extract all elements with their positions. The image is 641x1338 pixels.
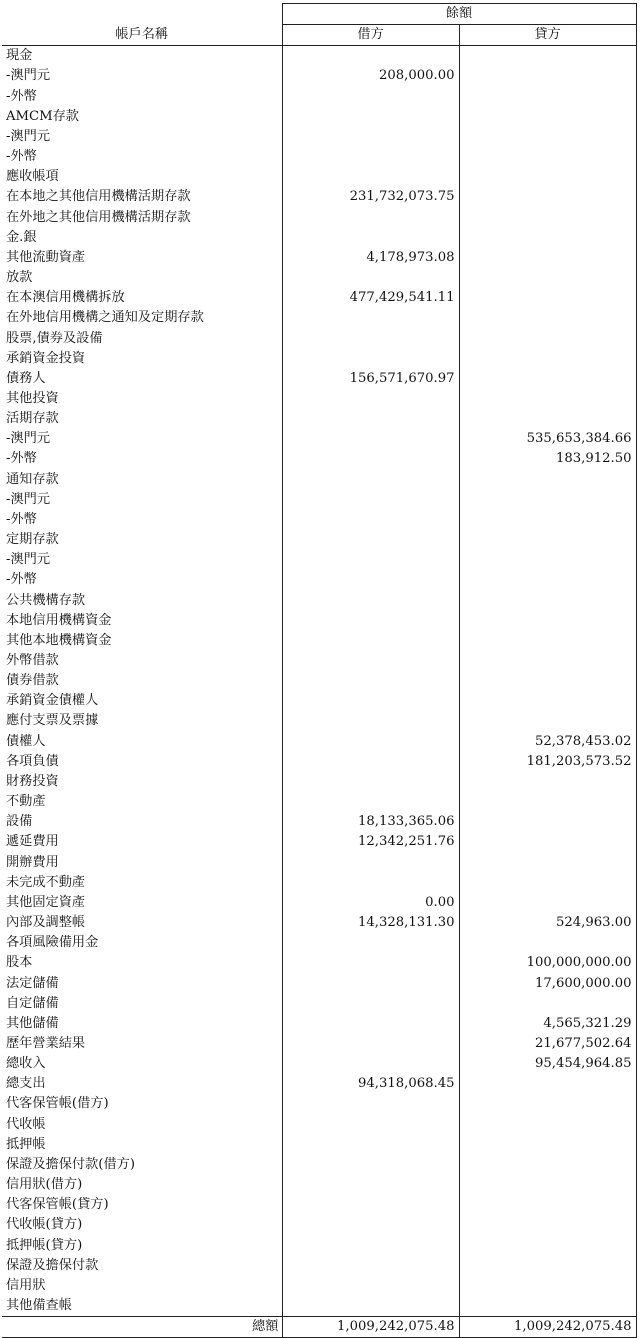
account-name-cell: 其他儲備 [6,1015,59,1031]
debit-cell [282,1215,459,1235]
table-row [2,1115,636,1135]
credit-cell: 181,203,573.52 [459,752,636,772]
table-row [2,1175,636,1195]
table-row [2,691,636,711]
account-name-cell: 在外地之其他信用機構活期存款 [6,209,191,225]
credit-cell [459,631,636,651]
account-name-cell: -澳門元 [6,68,51,84]
account-name-cell: 代客保管帳(借方) [6,1096,109,1112]
debit-cell [282,974,459,994]
table-row [2,752,636,772]
credit-cell: 95,454,964.85 [459,1054,636,1074]
credit-cell: 52,378,453.02 [459,732,636,752]
account-name-cell: 金.銀 [6,229,37,245]
credit-cell [459,268,636,288]
account-name-cell: 定期存款 [6,532,59,548]
debit-cell [282,46,459,67]
table-row [2,329,636,349]
credit-cell [459,933,636,953]
debit-cell [282,208,459,228]
credit-cell [459,1256,636,1276]
debit-cell: 14,328,131.30 [282,913,459,933]
credit-cell [459,1195,636,1215]
table-row [2,228,636,248]
credit-cell [459,873,636,893]
debit-cell [282,1296,459,1317]
debit-cell [282,1256,459,1276]
table-row [2,449,636,469]
debit-cell [282,349,459,369]
credit-cell: 183,912.50 [459,449,636,469]
account-name-cell: -澳門元 [6,431,51,447]
credit-cell [459,772,636,792]
account-name-cell: 活期存款 [6,411,59,427]
debit-cell [282,591,459,611]
table-row [2,1135,636,1155]
account-name-cell: 信用狀 [6,1277,46,1293]
debit-cell [282,651,459,671]
debit-cell [282,268,459,288]
account-name-cell: -澳門元 [6,491,51,507]
account-name-cell: 應收帳項 [6,169,59,185]
table-row [2,933,636,953]
account-name-cell: -外幣 [6,88,37,104]
credit-cell [459,893,636,913]
account-name-cell: -澳門元 [6,552,51,568]
account-name-cell: 保證及擔保付款(借方) [6,1156,135,1172]
credit-cell [459,691,636,711]
credit-cell [459,288,636,308]
debit-cell [282,1276,459,1296]
table-row [2,1094,636,1114]
table-row [2,1256,636,1276]
debit-cell [282,873,459,893]
debit-cell [282,853,459,873]
table-row [2,792,636,812]
debit-cell [282,570,459,590]
debit-cell [282,127,459,147]
credit-cell [459,812,636,832]
account-name-cell: 不動產 [6,794,46,810]
account-name-cell: 法定儲備 [6,975,59,991]
account-name-cell: 代收帳(貸方) [6,1217,83,1233]
account-name-cell: 抵押帳 [6,1136,46,1152]
credit-cell [459,711,636,731]
credit-cell [459,792,636,812]
debit-cell [282,530,459,550]
credit-cell [459,349,636,369]
credit-cell [459,1094,636,1114]
credit-cell [459,228,636,248]
debit-cell [282,1195,459,1215]
credit-cell [459,1175,636,1195]
table-row [2,994,636,1014]
account-name-cell: 其他固定資產 [6,894,86,910]
table-row [2,1296,636,1317]
account-name-cell: 代客保管帳(貸方) [6,1197,109,1213]
table-row [2,1215,636,1235]
table-row [2,147,636,167]
table-row [2,1074,636,1094]
debit-cell [282,490,459,510]
debit-cell: 18,133,365.06 [282,812,459,832]
total-debit: 1,009,242,075.48 [282,1317,459,1338]
table-row [2,369,636,389]
account-name-cell: 未完成不動產 [6,874,86,890]
debit-cell [282,752,459,772]
account-name-cell: 抵押帳(貸方) [6,1237,83,1253]
header-row-columns [2,25,636,46]
credit-cell [459,1155,636,1175]
credit-cell [459,187,636,207]
debit-cell [282,389,459,409]
balance-header: 餘額 [282,4,636,25]
credit-cell [459,208,636,228]
table-row [2,1236,636,1256]
credit-cell [459,671,636,691]
account-name-cell: 財務投資 [6,773,59,789]
table-row [2,1276,636,1296]
credit-cell [459,167,636,187]
debit-cell [282,611,459,631]
credit-cell [459,409,636,429]
table-row [2,248,636,268]
account-name-cell: 總收入 [6,1056,46,1072]
total-label: 總額 [2,1317,282,1338]
total-row [2,1317,636,1338]
account-name-cell: -澳門元 [6,128,51,144]
credit-cell [459,1074,636,1094]
credit-cell [459,248,636,268]
account-name-cell: 現金 [6,48,33,64]
debit-cell [282,228,459,248]
account-name-cell: 在外地信用機構之通知及定期存款 [6,310,204,326]
account-name-cell: 遞延費用 [6,834,59,850]
account-name-cell: 外幣借款 [6,653,59,668]
account-name-cell: 自定儲備 [6,995,59,1011]
debit-cell [282,1135,459,1155]
credit-cell [459,570,636,590]
account-name-cell: 歷年營業結果 [6,1035,86,1051]
debit-cell [282,449,459,469]
account-name-cell: -外幣 [6,451,37,467]
debit-cell [282,1175,459,1195]
table-row [2,893,636,913]
table-row [2,1034,636,1054]
debit-cell [282,732,459,752]
debit-cell [282,1014,459,1034]
credit-cell [459,994,636,1014]
debit-cell [282,953,459,973]
credit-cell [459,46,636,67]
account-name-cell: 本地信用機構資金 [6,612,112,628]
table-row [2,470,636,490]
debit-cell [282,1034,459,1054]
credit-cell [459,308,636,328]
account-name-cell: 信用狀(借方) [6,1177,83,1193]
debit-cell [282,792,459,812]
credit-cell [459,127,636,147]
account-name-cell: 應付支票及票據 [6,713,99,729]
table-row [2,974,636,994]
table-row [2,127,636,147]
account-name-cell: 其他流動資產 [6,249,86,265]
account-name-cell: 放款 [6,270,33,286]
table-row [2,832,636,852]
account-name-cell: 承銷資金債權人 [6,693,99,709]
credit-cell [459,66,636,86]
header-row-balance [2,4,636,25]
account-name-cell: 債務人 [6,370,46,386]
debit-cell [282,1115,459,1135]
credit-cell [459,530,636,550]
table-row [2,671,636,691]
credit-cell: 100,000,000.00 [459,953,636,973]
debit-cell [282,409,459,429]
debit-cell [282,691,459,711]
debit-cell [282,711,459,731]
debit-cell: 12,342,251.76 [282,832,459,852]
account-name-cell: 債權人 [6,733,46,749]
table-row [2,1155,636,1175]
account-name-cell: 在本地之其他信用機構活期存款 [6,189,191,205]
table-row [2,268,636,288]
account-name-cell: 公共機構存款 [6,592,86,608]
debit-cell [282,550,459,570]
debit-cell [282,510,459,530]
table-row [2,853,636,873]
debit-cell [282,470,459,490]
account-name-cell: 債券借款 [6,673,59,689]
table-row [2,409,636,429]
debit-cell [282,1094,459,1114]
credit-cell [459,470,636,490]
table-row [2,591,636,611]
credit-cell [459,1115,636,1135]
table-row [2,530,636,550]
account-name-cell: -外幣 [6,572,37,588]
table-row [2,167,636,187]
account-name-cell: 通知存款 [6,471,59,487]
debit-cell [282,87,459,107]
account-name-cell: 內部及調整帳 [6,915,86,931]
debit-cell: 477,429,541.11 [282,288,459,308]
table-row [2,812,636,832]
credit-cell [459,369,636,389]
debit-cell [282,429,459,449]
table-row [2,732,636,752]
trial-balance-table [2,3,637,1338]
debit-cell [282,329,459,349]
account-name-cell: -外幣 [6,149,37,165]
debit-cell [282,1054,459,1074]
table-row [2,429,636,449]
debit-cell [282,147,459,167]
credit-cell [459,1236,636,1256]
table-row [2,611,636,631]
account-name-cell: 承銷資金投資 [6,350,86,366]
table-row [2,1014,636,1034]
debit-cell [282,994,459,1014]
credit-cell [459,1215,636,1235]
credit-header: 貸方 [459,25,636,46]
account-name-cell: 其他投資 [6,390,59,406]
table-row [2,510,636,530]
table-row [2,1195,636,1215]
credit-cell [459,1296,636,1317]
account-name-cell: 各項負債 [6,753,59,769]
account-name-cell: 其他本地機構資金 [6,632,112,648]
debit-header: 借方 [282,25,459,46]
account-name-cell: 各項風險備用金 [6,935,99,951]
account-name-cell: 在本澳信用機構拆放 [6,290,125,306]
table-row [2,66,636,86]
account-name-cell: -外幣 [6,511,37,527]
debit-cell [282,1155,459,1175]
table-row [2,772,636,792]
credit-cell [459,147,636,167]
account-name-cell: 代收帳 [6,1116,46,1132]
debit-cell: 231,732,073.75 [282,187,459,207]
debit-cell [282,308,459,328]
credit-cell [459,591,636,611]
account-name-header: 帳戶名稱 [2,25,282,46]
account-name-cell: 其他備查帳 [6,1298,72,1313]
table-row [2,389,636,409]
credit-cell [459,510,636,530]
table-row [2,308,636,328]
credit-cell [459,87,636,107]
debit-cell: 0.00 [282,893,459,913]
table-row [2,349,636,369]
credit-cell [459,1135,636,1155]
credit-cell [459,550,636,570]
account-name-cell: 開辦費用 [6,854,59,870]
table-row [2,651,636,671]
table-row [2,288,636,308]
credit-cell [459,490,636,510]
debit-cell [282,167,459,187]
debit-cell: 208,000.00 [282,66,459,86]
table-row [2,953,636,973]
debit-cell [282,1236,459,1256]
debit-cell [282,631,459,651]
credit-cell [459,853,636,873]
credit-cell [459,832,636,852]
table-row [2,1054,636,1074]
table-row [2,208,636,228]
credit-cell [459,389,636,409]
credit-cell: 535,653,384.66 [459,429,636,449]
debit-cell [282,772,459,792]
table-row [2,87,636,107]
table-row [2,46,636,67]
table-row [2,631,636,651]
header-blank-cell [2,4,282,25]
credit-cell: 21,677,502.64 [459,1034,636,1054]
table-row [2,550,636,570]
account-name-cell: 總支出 [6,1076,46,1092]
debit-cell [282,107,459,127]
credit-cell [459,107,636,127]
table-row [2,490,636,510]
table-row [2,913,636,933]
credit-cell [459,1276,636,1296]
account-name-cell: AMCM存款 [6,108,79,124]
credit-cell: 4,565,321.29 [459,1014,636,1034]
table-row [2,711,636,731]
debit-cell: 94,318,068.45 [282,1074,459,1094]
account-name-cell: 股票,債券及設備 [6,330,103,346]
debit-cell: 4,178,973.08 [282,248,459,268]
debit-cell [282,671,459,691]
credit-cell: 17,600,000.00 [459,974,636,994]
credit-cell [459,611,636,631]
table-row [2,570,636,590]
table-row [2,187,636,207]
credit-cell: 524,963.00 [459,913,636,933]
total-credit: 1,009,242,075.48 [459,1317,636,1338]
ledger-body [2,46,636,1317]
debit-cell: 156,571,670.97 [282,369,459,389]
account-name-cell: 股本 [6,955,33,971]
table-row [2,107,636,127]
debit-cell [282,933,459,953]
credit-cell [459,651,636,671]
credit-cell [459,329,636,349]
table-row [2,873,636,893]
account-name-cell: 保證及擔保付款 [6,1257,99,1273]
account-name-cell: 設備 [6,814,33,830]
